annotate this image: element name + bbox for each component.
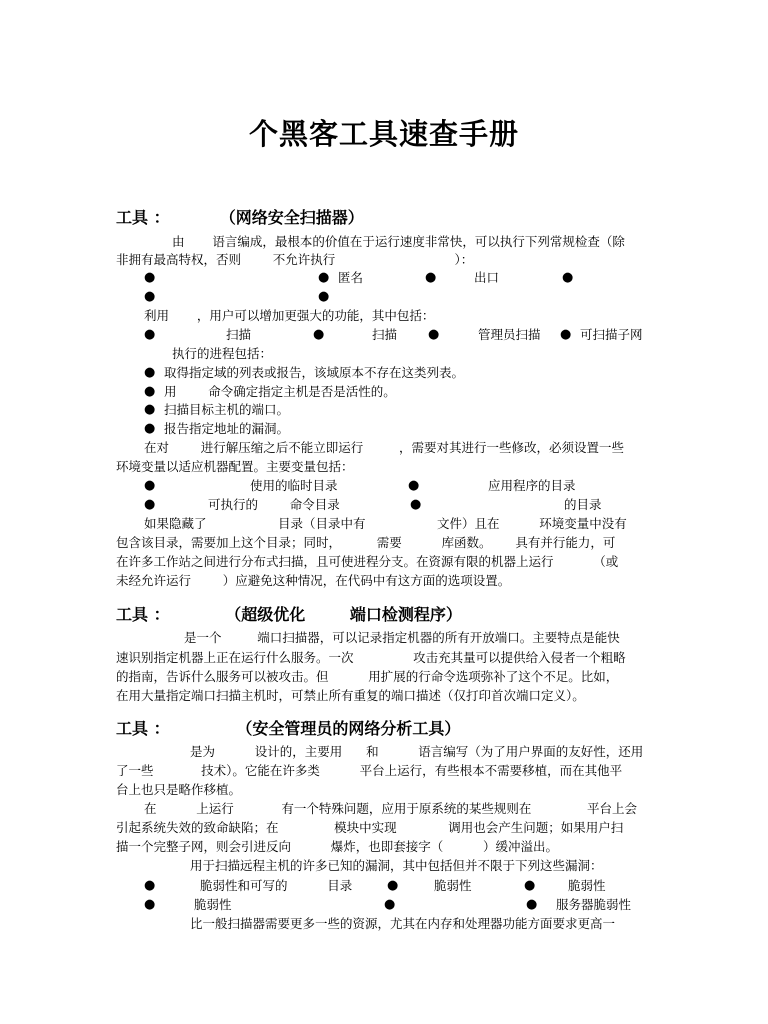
paragraph-line: 描一个完整子网，则会引进反向 爆炸，也即套接字（ ）缓冲溢出。 — [116, 839, 558, 854]
paragraph-line: 是为 设计的，主要用 和 语言编写（为了用户界面的友好性，还用 — [190, 744, 644, 759]
paragraph-line: 如果隐藏了 目录（目录中有 文件）且在 环境变量中没有 — [144, 516, 627, 531]
bullet-icon: ● — [318, 270, 330, 285]
list-item: 匿名 — [338, 270, 364, 285]
bullet-icon: ● — [428, 327, 440, 342]
bullet-icon: ● — [425, 270, 437, 285]
section-heading-1: 工具 ： （网络安全扫描器） — [116, 208, 364, 227]
paragraph-line: 未经允许运行 ）应避免这种情况，在代码中有这方面的选项设置。 — [116, 573, 511, 588]
list-item: 可执行的 命令目录 — [208, 497, 340, 512]
bullet-icon: ● — [144, 421, 156, 436]
list-item: 用 命令确定指定主机是否是活性的。 — [164, 384, 396, 399]
bullet-icon: ● — [408, 478, 420, 493]
list-item: 脆弱性 — [194, 897, 232, 912]
bullet-icon: ● — [144, 365, 156, 380]
bullet-icon: ● — [318, 289, 330, 304]
bullet-icon: ● — [144, 478, 156, 493]
paragraph-line: 在对 进行解压缩之后不能立即运行 ，需要对其进行一些修改，必须设置一些 — [144, 440, 625, 455]
list-item: 可扫描子网 — [580, 327, 643, 342]
list-item: 脆弱性和可写的 目录 — [200, 878, 353, 893]
list-item: 扫描目标主机的端口。 — [164, 402, 290, 417]
list-item: 管理员扫描 — [478, 327, 541, 342]
section-heading-2: 工具 ： （超级优化 端口检测程序） — [116, 605, 462, 624]
bullet-icon: ● — [560, 327, 572, 342]
bullet-icon: ● — [144, 897, 156, 912]
paragraph-line: 引起系统失效的致命缺陷；在 模块中实现 调用也会产生问题；如果用户扫 — [116, 820, 624, 835]
list-item: 使用的临时目录 — [250, 478, 338, 493]
list-item: 报告指定地址的漏洞。 — [164, 421, 290, 436]
paragraph-line: 速识别指定机器上正在运行什么服务。一次 攻击充其量可以提供给入侵者一个粗略 — [116, 650, 626, 665]
paragraph-line: 包含该目录，需要加上这个目录；同时， 需要 库函数。 具有并行能力，可 — [116, 535, 616, 550]
list-item: 服务器脆弱性 — [556, 897, 632, 912]
list-item: 脆弱性 — [434, 878, 472, 893]
bullet-icon: ● — [562, 270, 574, 285]
bullet-icon: ● — [144, 497, 156, 512]
bullet-icon: ● — [144, 327, 156, 342]
bullet-icon: ● — [384, 897, 396, 912]
bullet-icon: ● — [144, 402, 156, 417]
bullet-icon: ● — [387, 878, 399, 893]
list-item: 扫描 — [372, 327, 398, 342]
bullet-icon: ● — [144, 384, 156, 399]
paragraph-line: 在用大量指定端口扫描主机时，可禁止所有重复的端口描述（仅打印首次端口定义）。 — [116, 688, 585, 703]
paragraph-line: 环境变量以适应机器配置。主要变量包括： — [116, 459, 354, 474]
paragraph-line: 用于扫描远程主机的许多已知的漏洞，其中包括但并不限于下列这些漏洞： — [190, 858, 603, 873]
paragraph-line: 非拥有最高特权，否则 不允许执行 ）： — [116, 252, 474, 267]
list-item: 脆弱性 — [568, 878, 606, 893]
section-heading-3: 工具 ： （安全管理员的网络分析工具） — [116, 719, 461, 738]
paragraph-line: 台上也只是略作移植。 — [116, 782, 242, 797]
paragraph-line: 比一般扫描器需要更多一些的资源，尤其在内存和处理器功能方面要求更高一 — [190, 916, 616, 931]
bullet-icon: ● — [144, 878, 156, 893]
list-item: 出口 — [474, 270, 500, 285]
list-item: 应用程序的目录 — [488, 478, 576, 493]
bullet-icon: ● — [313, 327, 325, 342]
bullet-icon: ● — [526, 897, 538, 912]
bullet-icon: ● — [524, 878, 536, 893]
paragraph-line: 了一些 技术）。它能在许多类 平台上运行，有些根本不需要移植，而在其他平 — [116, 763, 623, 778]
bullet-icon: ● — [144, 289, 156, 304]
list-item: 取得指定域的列表或报告，该域原本不存在这类列表。 — [164, 365, 465, 380]
paragraph-line: 由 语言编成，最根本的价值在于运行速度非常快，可以执行下列常规检查（除 — [172, 234, 625, 249]
bullet-icon: ● — [410, 497, 422, 512]
paragraph-line: 是一个 端口扫描器，可以记录指定机器的所有开放端口。主要特点是能快 — [184, 630, 620, 645]
paragraph-line: 在 上运行 有一个特殊问题，应用于原系统的某些规则在 平台上会 — [144, 801, 638, 816]
paragraph-line: 在许多工作站之间进行分布式扫描，且可使进程分支。在资源有限的机器上运行 （或 — [116, 554, 619, 569]
list-item: 的目录 — [564, 497, 602, 512]
paragraph-line: 执行的进程包括： — [172, 346, 273, 361]
paragraph-line: 利用 ，用户可以增加更强大的功能，其中包括： — [144, 308, 435, 323]
bullet-icon: ● — [144, 270, 156, 285]
page-title: 个黑客工具速查手册 — [248, 117, 519, 151]
list-item: 扫描 — [226, 327, 252, 342]
paragraph-line: 的指南，告诉什么服务可以被攻击。但 用扩展的行命令选项弥补了这个不足。比如， — [116, 669, 619, 684]
